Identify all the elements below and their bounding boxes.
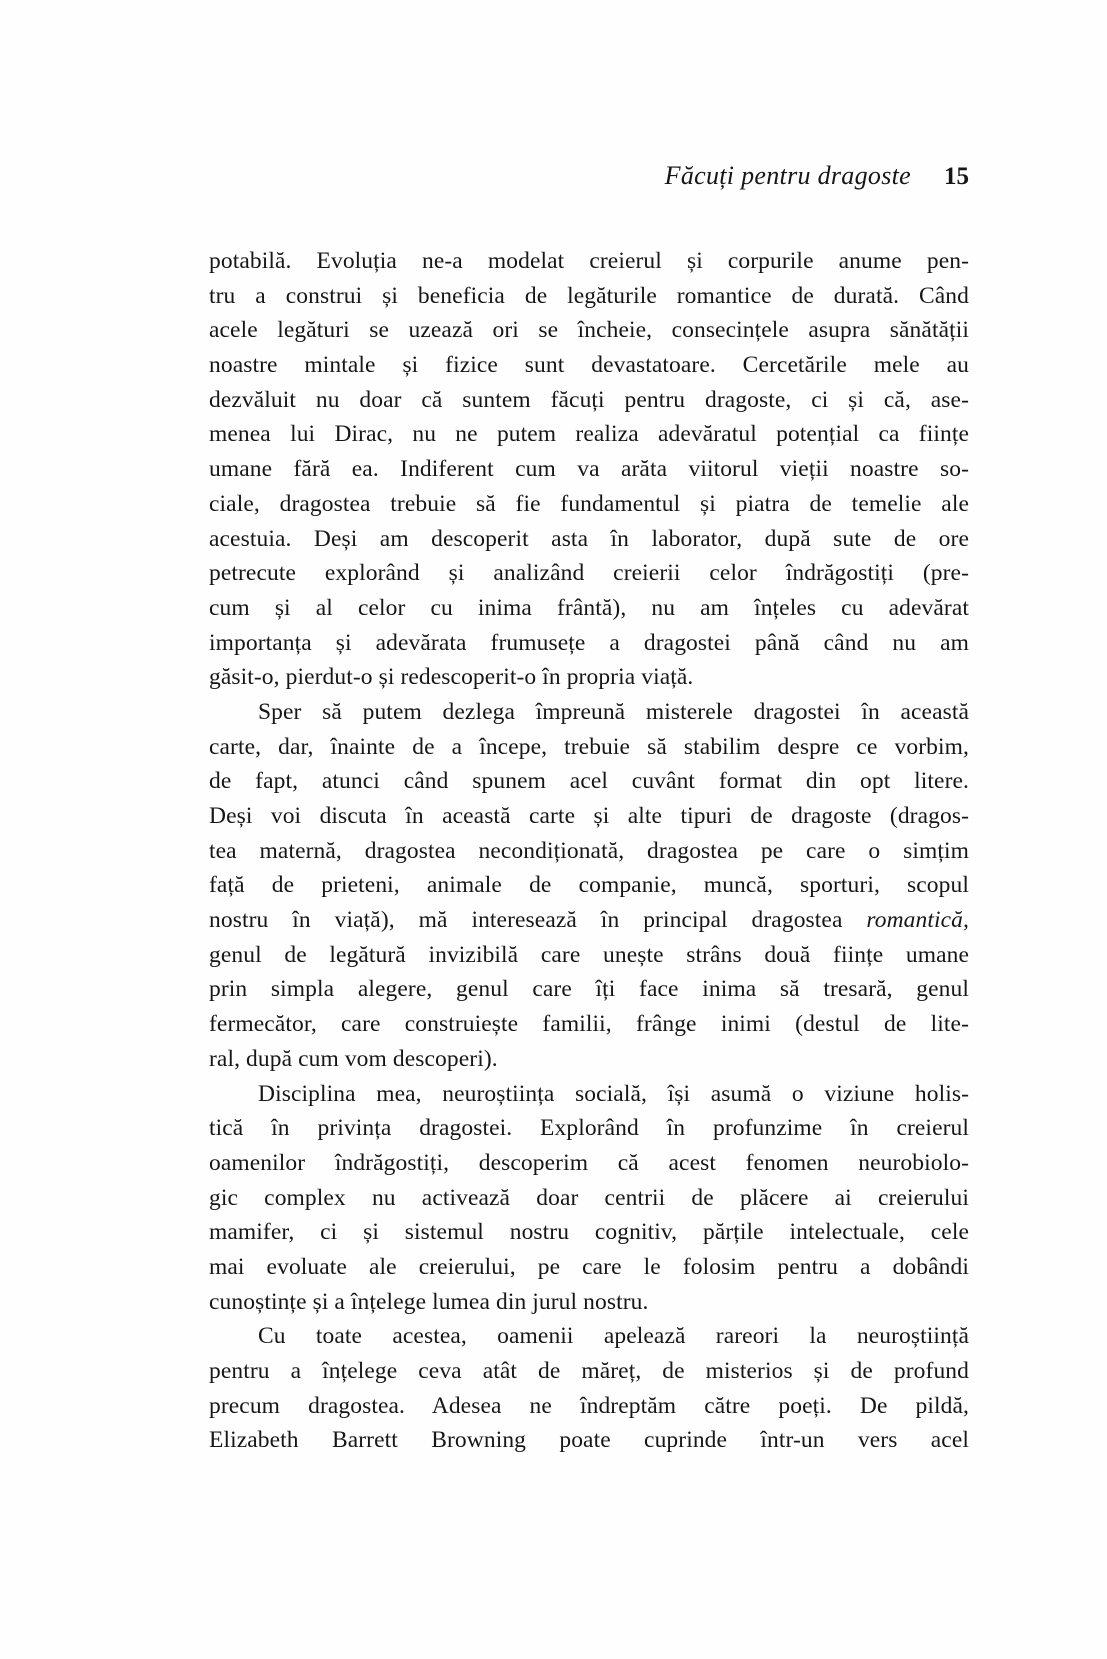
- text-line: tea maternă, dragostea necondiționată, dragostea pe care o simțim: [209, 837, 969, 864]
- text-line: tru a construi și beneficia de legăturile romantice de durată. Când: [209, 282, 969, 309]
- text-line: cum și al celor cu inima frântă), nu am înțeles cu adevărat: [209, 594, 969, 621]
- text-line: de fapt, atunci când spunem acel cuvânt format din opt litere.: [209, 768, 969, 795]
- text-line: mamifer, ci și sistemul nostru cognitiv, părțile intelectuale, cele: [209, 1219, 969, 1246]
- text-line: acestuia. Deși am descoperit asta în laborator, după sute de ore: [209, 525, 969, 552]
- text-segment: nostru în viață), mă interesează în principal dragostea: [209, 907, 867, 934]
- text-line: noastre mintale și fizice sunt devastatoare. Cercetările mele au: [209, 352, 969, 379]
- page-number: 15: [944, 163, 969, 190]
- paragraph-first-line: Cu toate acestea, oamenii apelează rareori la neuroștiință: [258, 1323, 969, 1350]
- text-line: umane fără ea. Indiferent cum va arăta viitorul vieții noastre so-: [209, 456, 969, 483]
- text-line: față de prieteni, animale de companie, muncă, sporturi, scopul: [209, 872, 969, 899]
- text-line: petrecute explorând și analizând creierii celor îndrăgostiți (pre-: [209, 560, 969, 587]
- text-line: acele legături se uzează ori se încheie, consecințele asupra sănătății: [209, 317, 969, 344]
- text-line: importanța și adevărata frumusețe a dragostei până când nu am: [209, 629, 969, 656]
- text-line: menea lui Dirac, nu ne putem realiza adevăratul potențial ca ființe: [209, 421, 969, 448]
- text-line: potabilă. Evoluția ne-a modelat creierul și corpurile anume pen-: [209, 248, 969, 274]
- text-column: [209, 161, 969, 1458]
- text-line: Elizabeth Barrett Browning poate cuprinde într-un vers acel: [209, 1427, 969, 1454]
- paragraph-last-line: găsit-o, pierdut-o și redescoperit-o în propria viață.: [209, 664, 694, 691]
- text-line: oamenilor îndrăgostiți, descoperim că acest fenomen neurobiolo-: [209, 1149, 969, 1176]
- text-line: gic complex nu activează doar centrii de plăcere ai creierului: [209, 1184, 969, 1211]
- running-header: [209, 161, 969, 192]
- text-line: tică în privința dragostei. Explorând în profunzime în creierul: [209, 1115, 969, 1142]
- text-line: dezvăluit nu doar că suntem făcuți pentru dragoste, ci și că, ase-: [209, 386, 969, 413]
- body-text: [209, 244, 969, 1458]
- text-line: pentru a înțelege ceva atât de măreț, de misterios și de profund: [209, 1358, 969, 1384]
- text-line: Deși voi discuta în această carte și alte tipuri de dragoste (dragos-: [209, 803, 969, 829]
- text-line: genul de legătură invizibilă care unește strâns două ființe umane: [209, 941, 969, 968]
- paragraph-last-line: ral, după cum vom descoperi).: [209, 1045, 498, 1072]
- text-line: carte, dar, înainte de a începe, trebuie să stabilim despre ce vorbim,: [209, 733, 969, 760]
- text-line: mai evoluate ale creierului, pe care le folosim pentru a dobândi: [209, 1253, 969, 1280]
- text-line: ciale, dragostea trebuie să fie fundamentul și piatra de temelie ale: [209, 490, 969, 517]
- paragraph-first-line: Disciplina mea, neuroștiința socială, își asumă o viziune holis-: [258, 1080, 969, 1107]
- italic-text-segment: romantică,: [866, 907, 969, 934]
- paragraph-first-line: Sper să putem dezlega împreună misterele dragostei în această: [258, 698, 969, 725]
- paragraph-last-line: cunoștințe și a înțelege lumea din jurul nostru.: [209, 1288, 649, 1315]
- text-line: precum dragostea. Adesea ne îndreptăm către poeți. De pildă,: [209, 1392, 969, 1419]
- text-line-with-italic: [209, 903, 969, 938]
- text-line: prin simpla alegere, genul care îți face inima să tresară, genul: [209, 976, 969, 1003]
- text-line: fermecător, care construiește familii, frânge inimi (destul de lite-: [209, 1011, 969, 1038]
- running-header-title: Făcuți pentru dragoste: [664, 161, 911, 190]
